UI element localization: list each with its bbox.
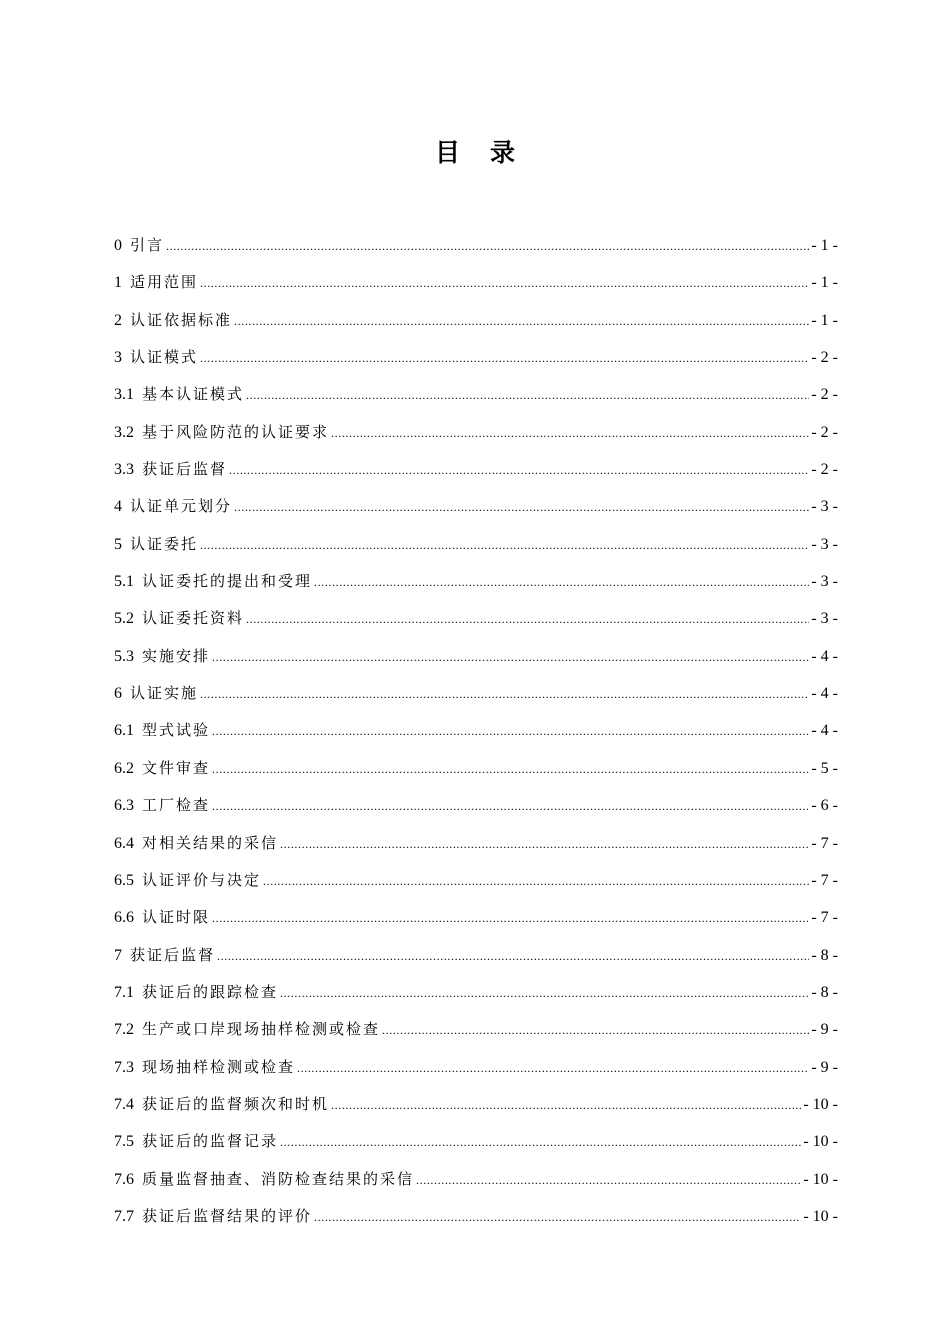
toc-entry-label: 认证实施	[130, 684, 199, 703]
toc-entry-number: 6	[114, 685, 122, 703]
toc-entry-page: - 2 -	[811, 349, 838, 367]
toc-dot-leader	[212, 788, 809, 825]
toc-dot-leader	[280, 975, 809, 1012]
toc-dot-leader	[200, 676, 809, 713]
toc-entry-number: 6.1	[114, 722, 134, 740]
toc-entry-7-3[interactable]	[114, 1049, 838, 1086]
toc-entry-page: - 1 -	[811, 237, 838, 254]
toc-entry-3-1[interactable]	[114, 376, 838, 413]
toc-entry-number: 5.1	[114, 573, 134, 591]
toc-entry-3-3[interactable]	[114, 451, 838, 488]
toc-entry-page: - 10 -	[803, 1170, 838, 1188]
table-of-contents	[114, 227, 838, 1235]
toc-entry-number: 4	[114, 498, 122, 516]
toc-entry-number: 3.1	[114, 386, 134, 404]
toc-entry-5-2[interactable]	[114, 600, 838, 637]
toc-entry-7[interactable]	[114, 937, 838, 974]
toc-dot-leader	[280, 826, 809, 863]
toc-entry-label: 认证委托资料	[142, 609, 245, 628]
toc-entry-label: 质量监督抽查、消防检查结果的采信	[142, 1169, 415, 1188]
toc-entry-number: 7.5	[114, 1133, 134, 1151]
toc-dot-leader	[314, 564, 809, 601]
toc-entry-2[interactable]	[114, 302, 838, 339]
toc-entry-label: 工厂检查	[142, 796, 211, 815]
toc-entry-number: 6.4	[114, 834, 134, 852]
toc-dot-leader	[217, 938, 809, 975]
toc-entry-page: - 10 -	[803, 1095, 838, 1113]
toc-entry-page: - 4 -	[811, 722, 838, 740]
toc-entry-label: 现场抽样检测或检查	[142, 1057, 296, 1076]
toc-entry-number: 6.2	[114, 759, 134, 777]
toc-entry-number: 7.3	[114, 1058, 134, 1076]
toc-dot-leader	[200, 527, 809, 564]
toc-dot-leader	[416, 1162, 801, 1199]
toc-entry-page: - 7 -	[811, 871, 838, 889]
toc-entry-label: 认证委托	[130, 534, 199, 553]
toc-entry-page: - 1 -	[811, 274, 838, 292]
toc-dot-leader	[263, 863, 809, 900]
toc-entry-number: 5.2	[114, 610, 134, 628]
toc-entry-6-5[interactable]	[114, 862, 838, 899]
toc-entry-label: 获证后监督	[130, 945, 216, 964]
toc-entry-5-3[interactable]	[114, 638, 838, 675]
toc-entry-label: 对相关结果的采信	[142, 833, 279, 852]
toc-entry-page: - 10 -	[803, 1207, 838, 1225]
toc-entry-0[interactable]	[114, 227, 838, 264]
toc-entry-number: 5	[114, 535, 122, 553]
toc-entry-label: 获证后监督结果的评价	[142, 1206, 313, 1225]
toc-entry-page: - 2 -	[811, 461, 838, 479]
toc-entry-label: 认证依据标准	[130, 310, 233, 329]
toc-entry-page: - 2 -	[811, 423, 838, 441]
toc-entry-label: 基于风险防范的认证要求	[142, 422, 330, 441]
toc-entry-number: 0	[114, 237, 122, 254]
toc-entry-6-2[interactable]	[114, 750, 838, 787]
toc-entry-7-2[interactable]	[114, 1011, 838, 1048]
toc-entry-number: 3.2	[114, 423, 134, 441]
toc-entry-label: 认证单元划分	[130, 497, 233, 516]
toc-entry-number: 2	[114, 311, 122, 329]
toc-entry-page: - 3 -	[811, 573, 838, 591]
toc-entry-page: - 3 -	[811, 535, 838, 553]
toc-entry-label: 认证模式	[130, 348, 199, 367]
toc-dot-leader	[212, 751, 809, 788]
toc-entry-page: - 8 -	[811, 983, 838, 1001]
toc-entry-number: 7.2	[114, 1021, 134, 1039]
toc-entry-7-6[interactable]	[114, 1161, 838, 1198]
toc-dot-leader	[200, 340, 809, 377]
toc-entry-page: - 6 -	[811, 797, 838, 815]
toc-entry-page: - 7 -	[811, 834, 838, 852]
toc-entry-label: 获证后的跟踪检查	[142, 982, 279, 1001]
toc-entry-number: 3.3	[114, 461, 134, 479]
toc-entry-5-1[interactable]	[114, 563, 838, 600]
toc-dot-leader	[280, 1124, 801, 1161]
toc-dot-leader	[234, 303, 809, 340]
toc-entry-label: 获证后监督	[142, 460, 228, 479]
toc-dot-leader	[212, 713, 809, 750]
toc-entry-page: - 2 -	[811, 386, 838, 404]
toc-dot-leader	[166, 228, 809, 265]
toc-entry-number: 3	[114, 349, 122, 367]
toc-entry-page: - 9 -	[811, 1021, 838, 1039]
toc-entry-page: - 10 -	[803, 1133, 838, 1151]
toc-entry-number: 1	[114, 274, 122, 292]
toc-dot-leader	[229, 452, 809, 489]
toc-entry-1[interactable]	[114, 264, 838, 301]
toc-dot-leader	[246, 601, 809, 638]
toc-entry-page: - 5 -	[811, 759, 838, 777]
toc-entry-number: 7.4	[114, 1095, 134, 1113]
toc-entry-label: 认证评价与决定	[142, 870, 262, 889]
toc-entry-page: - 9 -	[811, 1058, 838, 1076]
page-title: 目录	[434, 138, 545, 167]
toc-entry-6-6[interactable]	[114, 899, 838, 936]
toc-dot-leader	[331, 415, 809, 452]
toc-entry-4[interactable]	[114, 488, 838, 525]
toc-entry-3[interactable]	[114, 339, 838, 376]
toc-dot-leader	[246, 377, 809, 414]
toc-dot-leader	[212, 900, 809, 937]
toc-entry-label: 认证时限	[142, 908, 211, 927]
toc-entry-label: 文件审查	[142, 758, 211, 777]
toc-entry-label: 获证后的监督频次和时机	[142, 1094, 330, 1113]
toc-dot-leader	[200, 265, 809, 302]
toc-entry-7-4[interactable]	[114, 1086, 838, 1123]
toc-entry-label: 实施安排	[142, 646, 211, 665]
toc-entry-label: 适用范围	[130, 273, 199, 292]
toc-entry-6-4[interactable]	[114, 825, 838, 862]
toc-entry-page: - 4 -	[811, 685, 838, 703]
toc-entry-number: 5.3	[114, 647, 134, 665]
toc-entry-7-1[interactable]	[114, 974, 838, 1011]
toc-dot-leader	[212, 639, 809, 676]
toc-entry-page: - 3 -	[811, 498, 838, 516]
toc-entry-page: - 4 -	[811, 647, 838, 665]
toc-entry-number: 6.5	[114, 871, 134, 889]
toc-dot-leader	[234, 489, 809, 526]
toc-entry-number: 6.3	[114, 797, 134, 815]
toc-entry-label: 基本认证模式	[142, 385, 245, 404]
toc-entry-number: 7.7	[114, 1207, 134, 1225]
toc-dot-leader	[331, 1087, 801, 1124]
toc-entry-label: 生产或口岸现场抽样检测或检查	[142, 1020, 381, 1039]
toc-entry-6[interactable]	[114, 675, 838, 712]
toc-dot-leader	[382, 1012, 809, 1049]
toc-entry-page: - 8 -	[811, 946, 838, 964]
toc-dot-leader	[297, 1050, 809, 1087]
toc-entry-number: 7	[114, 946, 122, 964]
toc-entry-label: 型式试验	[142, 721, 211, 740]
toc-entry-number: 6.6	[114, 909, 134, 927]
toc-entry-7-7[interactable]	[114, 1198, 838, 1235]
toc-dot-leader	[314, 1199, 801, 1236]
toc-entry-page: - 1 -	[811, 311, 838, 329]
toc-entry-label: 引言	[130, 236, 165, 254]
toc-entry-6-1[interactable]	[114, 712, 838, 749]
toc-entry-3-2[interactable]	[114, 414, 838, 451]
toc-entry-page: - 3 -	[811, 610, 838, 628]
toc-entry-number: 7.6	[114, 1170, 134, 1188]
toc-entry-label: 认证委托的提出和受理	[142, 572, 313, 591]
toc-entry-6-3[interactable]	[114, 787, 838, 824]
toc-entry-label: 获证后的监督记录	[142, 1132, 279, 1151]
toc-entry-7-5[interactable]	[114, 1123, 838, 1160]
toc-entry-page: - 7 -	[811, 909, 838, 927]
toc-entry-number: 7.1	[114, 983, 134, 1001]
toc-entry-5[interactable]	[114, 526, 838, 563]
